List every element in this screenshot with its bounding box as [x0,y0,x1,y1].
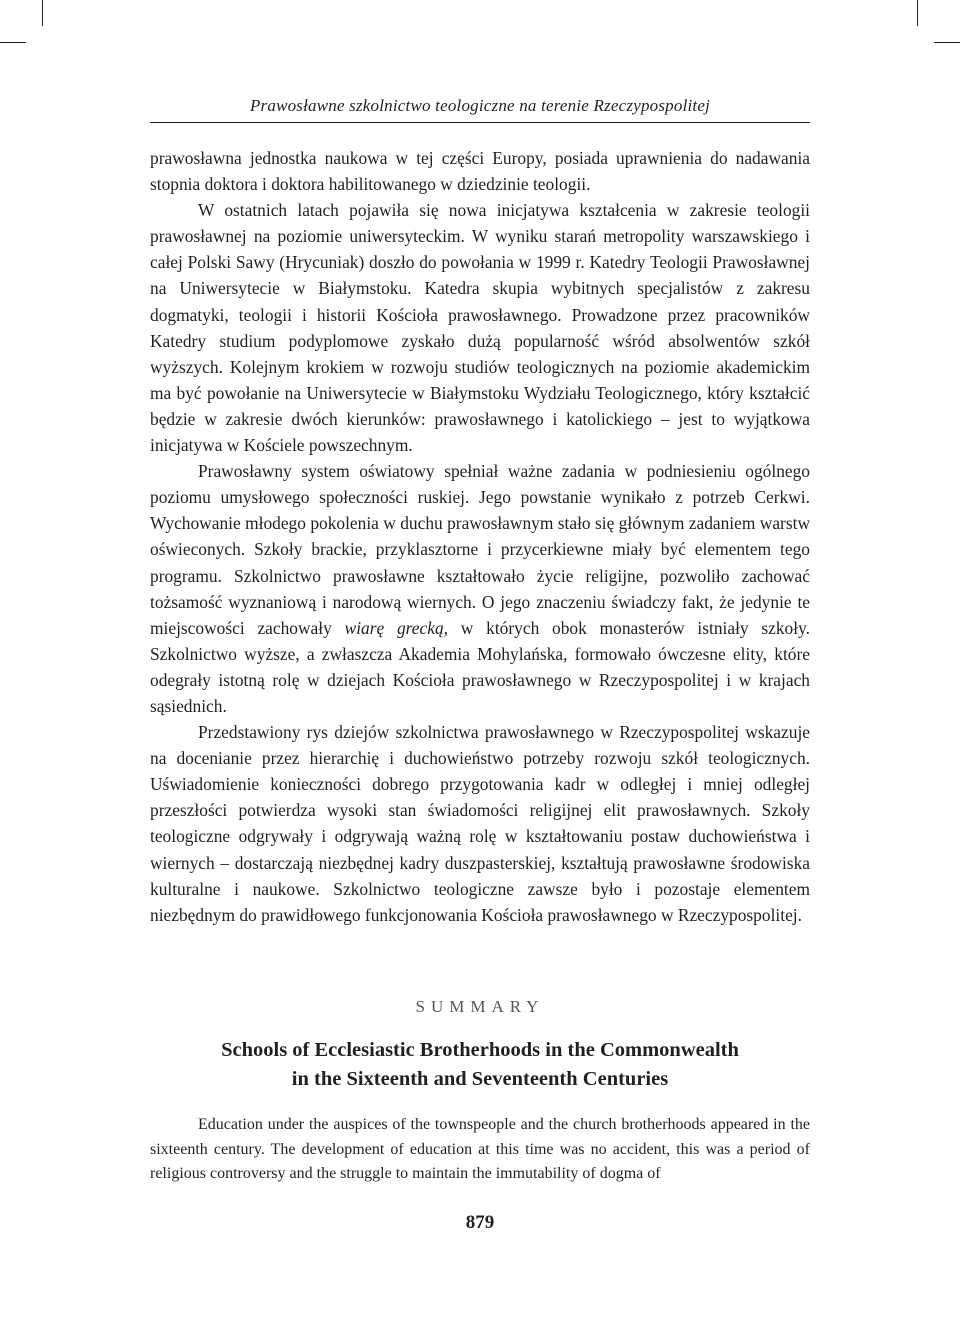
summary-title-line: Schools of Ecclesiastic Brotherhoods in the Commonwealth [221,1039,739,1061]
crop-mark-top-left [42,0,43,26]
paragraph: Przedstawiony rys dziejów szkolnictwa prawosławnego w Rzeczypospolitej wskazuje na docenianie przez hierarchię i duchowieństwo potrzeby rozwoju szkół teologicznych. Uświadomienie konieczności dobrego przygotowania kadr w odległej i mniej odległej przeszłości potwierdza wysoki stan świadomości religijnej elit prawosławnych. Szkoły teologiczne odgrywały i odgrywają ważną rolę w kształtowaniu postaw duchowieństwa i wiernych – dostarczają niezbędnej kadry duszpasterskiej, kształtują prawosławne środowiska kulturalne i naukowe. Szkolnictwo teologiczne zawsze było i pozostaje elementem niezbędnym do prawidłowego funkcjonowania Kościoła prawosławnego w Rzeczypospolitej. [150,722,810,925]
paragraph-text: , w których obok monasterów istniały szkoły. Szkolnictwo wyższe, a zwłaszcza Akademia Mohylańska, formowało ówczesne elity, które odegrały istotną rolę w dziejach Kościoła prawosławnego w Rzeczypospolitej i w krajach sąsiednich. [150,617,810,716]
summary-label: SUMMARY [415,997,545,1016]
summary-title-line: in the Sixteenth and Seventeenth Centuries [291,1068,669,1090]
crop-mark-top-right [917,0,918,26]
paragraph [150,458,810,719]
main-text [150,145,810,928]
crop-mark-left-top [0,42,26,43]
emphasis-text: wiarę grecką [344,617,444,638]
summary-title [150,1036,810,1094]
running-head: Prawosławne szkolnictwo teologiczne na terenie Rzeczypospolitej [249,96,711,115]
paragraph: prawosławna jednostka naukowa w tej części Europy, posiada uprawnienia do nadawania stopnia doktora i doktora habilitowanego w dziedzinie teologii. [150,148,810,195]
paragraph: W ostatnich latach pojawiła się nowa inicjatywa kształcenia w zakresie teologii prawosławnej na poziomie uniwersyteckim. W wyniku starań metropolity warszawskiego i całej Polski Sawy (Hrycuniak) doszło do powołania w 1999 r. Katedry Teologii Prawosławnej na Uniwersytecie w Białymstoku. Katedra skupia wybitnych specjalistów z zakresu dogmatyki, teologii i historii Kościoła prawosławnego. Prowadzone przez pracowników Katedry studium podyplomowe zyskało dużą popularność wśród absolwentów szkół wyższych. Kolejnym krokiem w rozwoju studiów teologicznych na poziomie akademickim ma być powołanie na Uniwersytecie w Białymstoku Wydziału Teologicznego, który kształcić będzie w zakresie dwóch kierunków: prawosławnego i katolickiego – jest to wyjątkowa inicjatywa w Kościele powszechnym. [150,200,810,456]
crop-mark-right-top [934,42,960,43]
paragraph-text: Prawosławny system oświatowy spełniał ważne zadania w podniesieniu ogólnego poziomu umysłowego społeczności ruskiej. Jego powstanie wynikało z potrzeb Cerkwi. Wychowanie młodego pokolenia w duchu prawosławnym stało się głównym zadaniem warstw oświeconych. Szkoły brackie, przyklasztorne i przycerkiewne miały być elementem tego programu. Szkolnictwo prawosławne kształtowało życie religijne, pozwoliło zachować tożsamość wyznaniową i narodową wiernych. O jego znaczeniu świadczy fakt, że jedynie te miejscowości zachowały [150,461,810,638]
summary-text [150,1113,810,1187]
header-rule [150,122,810,123]
summary-paragraph: Education under the auspices of the townspeople and the church brotherhoods appeared in the sixteenth century. The development of education at this time was no accident, this was a period of religious controversy and the struggle to maintain the immutability of dogma of [150,1116,810,1182]
page-number: 879 [465,1212,495,1233]
